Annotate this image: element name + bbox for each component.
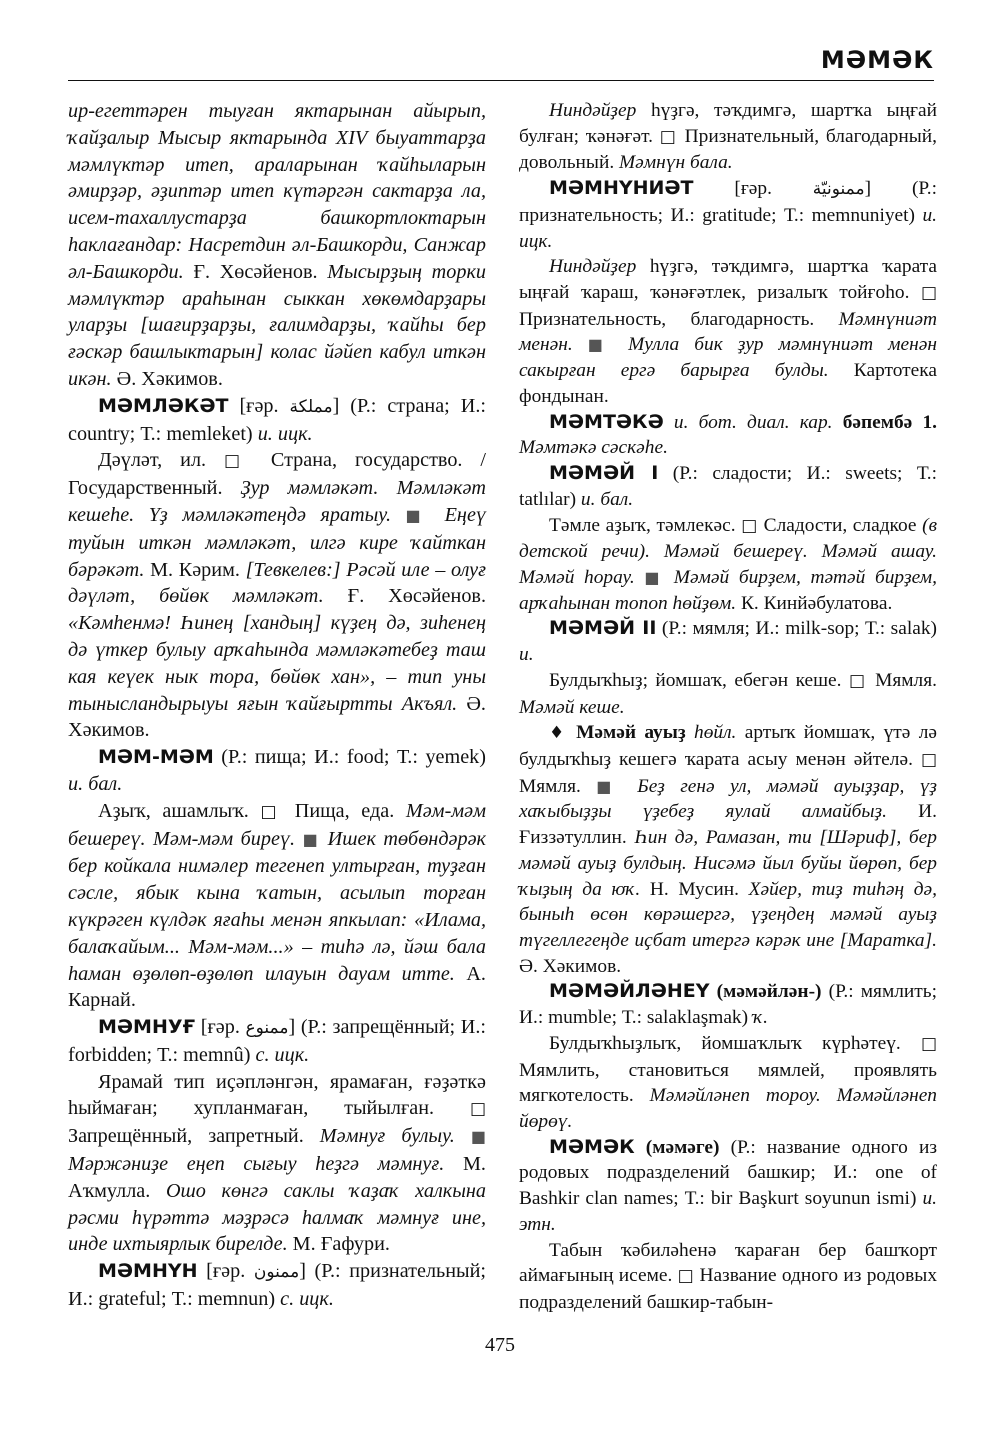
dictionary-paragraph (519, 979, 937, 1030)
italic-text: Мәмтәкә сәскәһе. (519, 437, 668, 459)
dictionary-paragraph (68, 798, 486, 1014)
body-text: һүҙгә, тәҡдимгә, шартҡа ҡарата ыңғай ҡараш, ҡәнәғәтлек, ризалыҡ тойғоһо. (519, 256, 937, 304)
italic-text: Ниндәйҙер (549, 100, 637, 121)
headword: МӘМӘЙЛӘНЕҮ (549, 980, 710, 1003)
italic-text: и. этн. (519, 1188, 937, 1235)
body-text: Мямлить, становиться мямлей, проявлять мягкотелость. (519, 1059, 937, 1107)
headword: МӘМТӘКӘ (549, 410, 664, 433)
italic-text: Мәмнүниәт менән. (519, 308, 937, 356)
italic-text: (в детской речи). Мәмәй бешереү. Мәмәй ашау. Мәмәй һорау. (519, 514, 938, 588)
body-text (710, 981, 717, 1002)
body-text: Булдыҡһыҙ; йомшаҡ, ебегән кеше. (549, 669, 849, 691)
headword: МӘМӘК (549, 1135, 635, 1158)
italic-text: Мәмәй кеше. (519, 696, 625, 718)
headword: МӘМ-МӘМ (98, 746, 214, 769)
translation-square-icon: □ (920, 749, 937, 770)
body-text: [ғәр. (195, 1016, 246, 1039)
italic-text: и. бал. (580, 488, 634, 510)
bold-text: (мәмәге) (645, 1136, 720, 1158)
body-text: Ә. Хәкимов. (68, 692, 486, 742)
dictionary-paragraph (519, 513, 937, 617)
body-text: К. Кинйәбулатова. (736, 592, 893, 614)
italic-text: Мәмнуғ булыу. (319, 1125, 471, 1148)
italic-text: Мәмнүн бала. (619, 152, 733, 174)
dictionary-paragraph (519, 616, 937, 667)
translation-square-icon: □ (741, 515, 759, 536)
body-text: [ғәр. (693, 178, 813, 200)
body-text (833, 412, 843, 433)
body-text: ] (Р.: признательность; И.: gratitude; Т.: memnuniyet) (519, 178, 937, 226)
translation-square-icon: □ (848, 670, 868, 691)
headword: МӘМЛӘКӘТ (98, 394, 229, 417)
body-text: Название одного из родовых подразделений башкир-табын- (519, 1265, 938, 1314)
body-text: Сладости, сладкое (758, 514, 923, 536)
dictionary-paragraph (519, 1238, 937, 1316)
body-text: [ғәр. (197, 1260, 254, 1283)
dictionary-paragraph (519, 176, 937, 254)
dictionary-paragraph (519, 98, 937, 176)
italic-text: с. ицк. (255, 1043, 310, 1066)
body-text: Ә. Хәкимов. (111, 367, 223, 390)
dictionary-paragraph (68, 1014, 486, 1069)
quote-square-icon: ■ (405, 505, 431, 525)
italic-text: Мәм-мәм бешереү. Мәм-мәм биреү. (68, 799, 487, 850)
body-text: М. Кәрим. (144, 558, 246, 581)
body-text: (Р.: мямля; И.: milk-sop; Т.: salak) (656, 618, 937, 640)
body-text: артыҡ йомшаҡ, үтә лә булдыҡһыҙ кешегә ҡарата асыу менән әйтелә. (519, 722, 937, 770)
body-text: (Р.: мямлить; И.: mumble; Т.: salaklaşmak) (519, 981, 937, 1029)
body-text: Картотека фондынан. (519, 360, 937, 407)
translation-square-icon: □ (469, 1099, 486, 1120)
italic-text: [Тевкелев:] Рәсәй иле – олуғ дәүләт, бөйөк мәмләкәт. (68, 558, 486, 608)
italic-text: и. (519, 644, 534, 666)
italic-text: ир-егеттәрен тыуған яктарынан айырып, ҡайҙалыр Мысыр яктарында XIV быуаттарҙа мәмлүктәр итеп, араларынан ҡайһыларын әмирҙәр, әҙиптәр итеп күтәргән сактарҙа ла, исем-тахаллустарҙа башкортлоктарын һаклағандар: Насретдин әл-Башкорди, Санжар әл-Башкорди. (68, 100, 486, 283)
arabic-etymology: ممنون (253, 1262, 300, 1283)
body-text: А. Карнай. (68, 962, 486, 1012)
body-text: М. Аҡмулла. (68, 1153, 486, 1202)
dictionary-paragraph (519, 720, 937, 979)
body-text: Тәмле аҙыҡ, тәмлекәс. (549, 514, 742, 536)
arabic-etymology: مملكة (289, 396, 333, 417)
dictionary-paragraph (68, 393, 486, 448)
body-text: Аҙыҡ, ашамлыҡ. (98, 799, 261, 822)
italic-text: и. бал. (68, 772, 123, 795)
italic-text: Ҙур мәмләкәт. Мәмләкәт кешеһе. Үҙ мәмләкәтеңдә яратыу. (68, 477, 486, 526)
italic-text: ҡ. (752, 1007, 769, 1029)
body-text: (Р.: название одного из родовых подразделений башкир; И.: one of Bashkir clan names; Т.: bir Başkurt soyunun ismi) (519, 1136, 937, 1210)
body-text: Н. Мусин. (640, 878, 749, 900)
italic-text: Еңеү туйын иткән мәмләкәт, илгә кире ҡайткан бәрәкәт. (68, 503, 486, 581)
body-text: Пища, еда. (283, 799, 406, 822)
body-text: Ғ. Хөсәйенов. (323, 585, 486, 608)
body-text: Дәүләт, ил. (98, 449, 224, 472)
body-text: Булдыҡһыҙлыҡ, йомшаҡлыҡ күрһәтеү. (549, 1032, 921, 1054)
translation-square-icon: □ (920, 283, 937, 304)
body-text: Ярамай тип иҫәпләнгән, ярамаған, ғәҙәткә һыймаған; хупланмаған, тыйылған. (68, 1070, 486, 1120)
translation-square-icon: □ (677, 1266, 695, 1287)
dictionary-paragraph (519, 461, 937, 512)
italic-text: Ошо көнгә саклы ҡаҙаҡ халкына рәсми һүрәттә мәҙрәсә һалмаҡ мәмнуғ ине, инде ихтыярлык бирелде. (68, 1179, 486, 1256)
italic-text: Ниндәйҙер (549, 256, 637, 278)
body-text: Ғ. Хөсәйенов. (183, 260, 328, 283)
body-text (635, 1137, 646, 1158)
bold-text: Мәмәй ауыҙ (567, 722, 686, 744)
body-text: ] (Р.: запрещённый; И.: forbidden; Т.: memnû) (68, 1016, 486, 1066)
italic-text: Һин дә, Рамазан, ти [Шәриф], бер мәмәй ауыҙ булдың. Нисәмә йыл буйы йөрөп, бер ҡыҙың да юҡ. (519, 827, 937, 900)
italic-text: Мәржәниҙе еңеп сығыу һеҙгә мәмнуғ. (68, 1153, 445, 1176)
running-head-word: МӘМӘК (820, 46, 934, 74)
body-text: ] (Р.: признательный; И.: grateful; Т.: memnun) (68, 1260, 486, 1311)
body-text: һүҙгә, тәҡдимгә, шартҡа ыңғай булған; ҡәнәғәт. (519, 100, 937, 147)
dictionary-paragraph (68, 1258, 486, 1313)
body-text: Мямля. (519, 775, 597, 797)
body-text: (Р.: пища; И.: food; Т.: yemek) (213, 746, 486, 769)
italic-text: Хәйер, тиҙ тиһәң дә, быныһ өсөн көрәшергә, үҙеңдең мәмәй ауыҙ түгеллегеңде иҫбат итергә кәрәк ине [Маратка]. (519, 878, 937, 951)
italic-text: и. ицк. (519, 204, 937, 252)
right-column (519, 98, 937, 1316)
body-text: И. Ғиззәтуллин. (519, 801, 937, 849)
body-text: (Р.: сладости; И.: sweets; Т.: tatlılar) (519, 463, 938, 510)
arabic-etymology: ممنونيّة (812, 179, 865, 200)
italic-text: Мәмәй бирҙем, тәтәй бирҙем, арҡаһынан топоп һөйҙөм. (519, 566, 937, 614)
translation-square-icon: □ (659, 126, 678, 147)
italic-text: и. ицк. (257, 422, 313, 445)
quote-square-icon: ■ (587, 335, 614, 355)
arabic-etymology: ممنوع (245, 1018, 289, 1039)
italic-text: Мулла бик ҙур мәмнүниәт менән сакырған ергә барырға булды. (519, 334, 937, 382)
body-text: [ғәр. (228, 394, 290, 417)
page-number: 475 (485, 1334, 515, 1356)
dictionary-paragraph (519, 410, 937, 461)
italic-text: с. ицк. (280, 1288, 334, 1311)
headword: МӘМНҮН (98, 1260, 198, 1283)
italic-text: һөйл. (694, 722, 737, 744)
dictionary-paragraph (519, 1135, 937, 1238)
dictionary-paragraph (68, 1069, 486, 1259)
quote-square-icon: ■ (302, 829, 321, 849)
translation-square-icon: □ (224, 451, 253, 472)
body-text: Признательность, благодарность. (519, 308, 839, 330)
quote-square-icon: ■ (644, 567, 665, 587)
italic-text: Мысырҙың торки мәмлүктәр араһынан сыккан хөкөмдарҙары уларҙы [шағирҙарҙы, ғалимдарҙы, ҡайһы бер ғәскәр башлыктарын] колас йәйеп кабул иткән икән. (68, 260, 486, 390)
body-text: Мямля. (867, 669, 937, 691)
body-text: ] (Р.: страна; И.: country; Т.: memleket) (68, 394, 486, 445)
dictionary-paragraph (519, 668, 937, 720)
bold-text: (мәмәйлән-) (716, 981, 822, 1003)
headword: МӘМӘЙ I (549, 462, 659, 485)
headword: МӘМНҮНИӘТ (549, 177, 694, 200)
translation-square-icon: □ (920, 1033, 937, 1054)
quote-square-icon: ■ (470, 1127, 486, 1147)
body-text: Признательный, благодарный, довольный. (519, 125, 937, 174)
body-text: Ә. Хәкимов. (519, 955, 622, 977)
body-text: М. Ғафури. (287, 1233, 390, 1256)
body-text (686, 722, 694, 743)
dictionary-paragraph (68, 447, 486, 744)
translation-square-icon: □ (260, 801, 284, 822)
bold-text: бәпембә 1. (842, 411, 937, 433)
headword: МӘМӘЙ II (549, 617, 657, 640)
italic-text: Ишек төбөндәрәк бер койкала нимәлер тегенеп ултырған, туҙған сәсле, ябык кына ҡатын, асылып торған күкрәген күлдәк яғаһы менән япкылап: «Илама, балаҡайым... Мәм-мәм...» – тиһә лә, йәш бала һаман өҙөлөп-өҙөлөп илауын дауам итте. (68, 827, 486, 985)
dictionary-paragraph (519, 1031, 937, 1135)
dictionary-paragraph (68, 98, 486, 393)
headword: МӘМНУҒ (98, 1016, 196, 1039)
body-text: Страна, государство. / Государственный. (68, 449, 487, 500)
italic-text: Беҙ генә ул, мәмәй ауыҙҙар, үҙ хаҡыбыҙҙы үҙебеҙ яулай алмайбыҙ. (519, 775, 937, 823)
left-column (68, 98, 486, 1313)
diamond-icon: ♦ (549, 723, 568, 744)
italic-text: и. бот. диал. кар. (673, 411, 833, 433)
dictionary-paragraph (519, 254, 937, 409)
italic-text: «Кәмһенмә! Һинең [хандың] күҙең дә, зиһенең дә үткер булыу арҡаһында мәмләкәтебеҙ таш кая кеүек нык тора, бөйөк хан», – тип уны тынысландырыуы яғын ҡайғыртты Акъял. (68, 612, 486, 715)
italic-text: Мәмәйләнеп тороу. Мәмәйләнеп йөрөү. (519, 1085, 937, 1133)
body-text: Табын ҡәбиләһенә ҡараған бер башҡорт аймағының исеме. (519, 1239, 937, 1287)
quote-square-icon: ■ (596, 776, 622, 796)
dictionary-paragraph (68, 744, 486, 798)
body-text: Запрещённый, запретный. (68, 1125, 320, 1148)
body-text (664, 412, 674, 433)
running-head (68, 40, 934, 81)
